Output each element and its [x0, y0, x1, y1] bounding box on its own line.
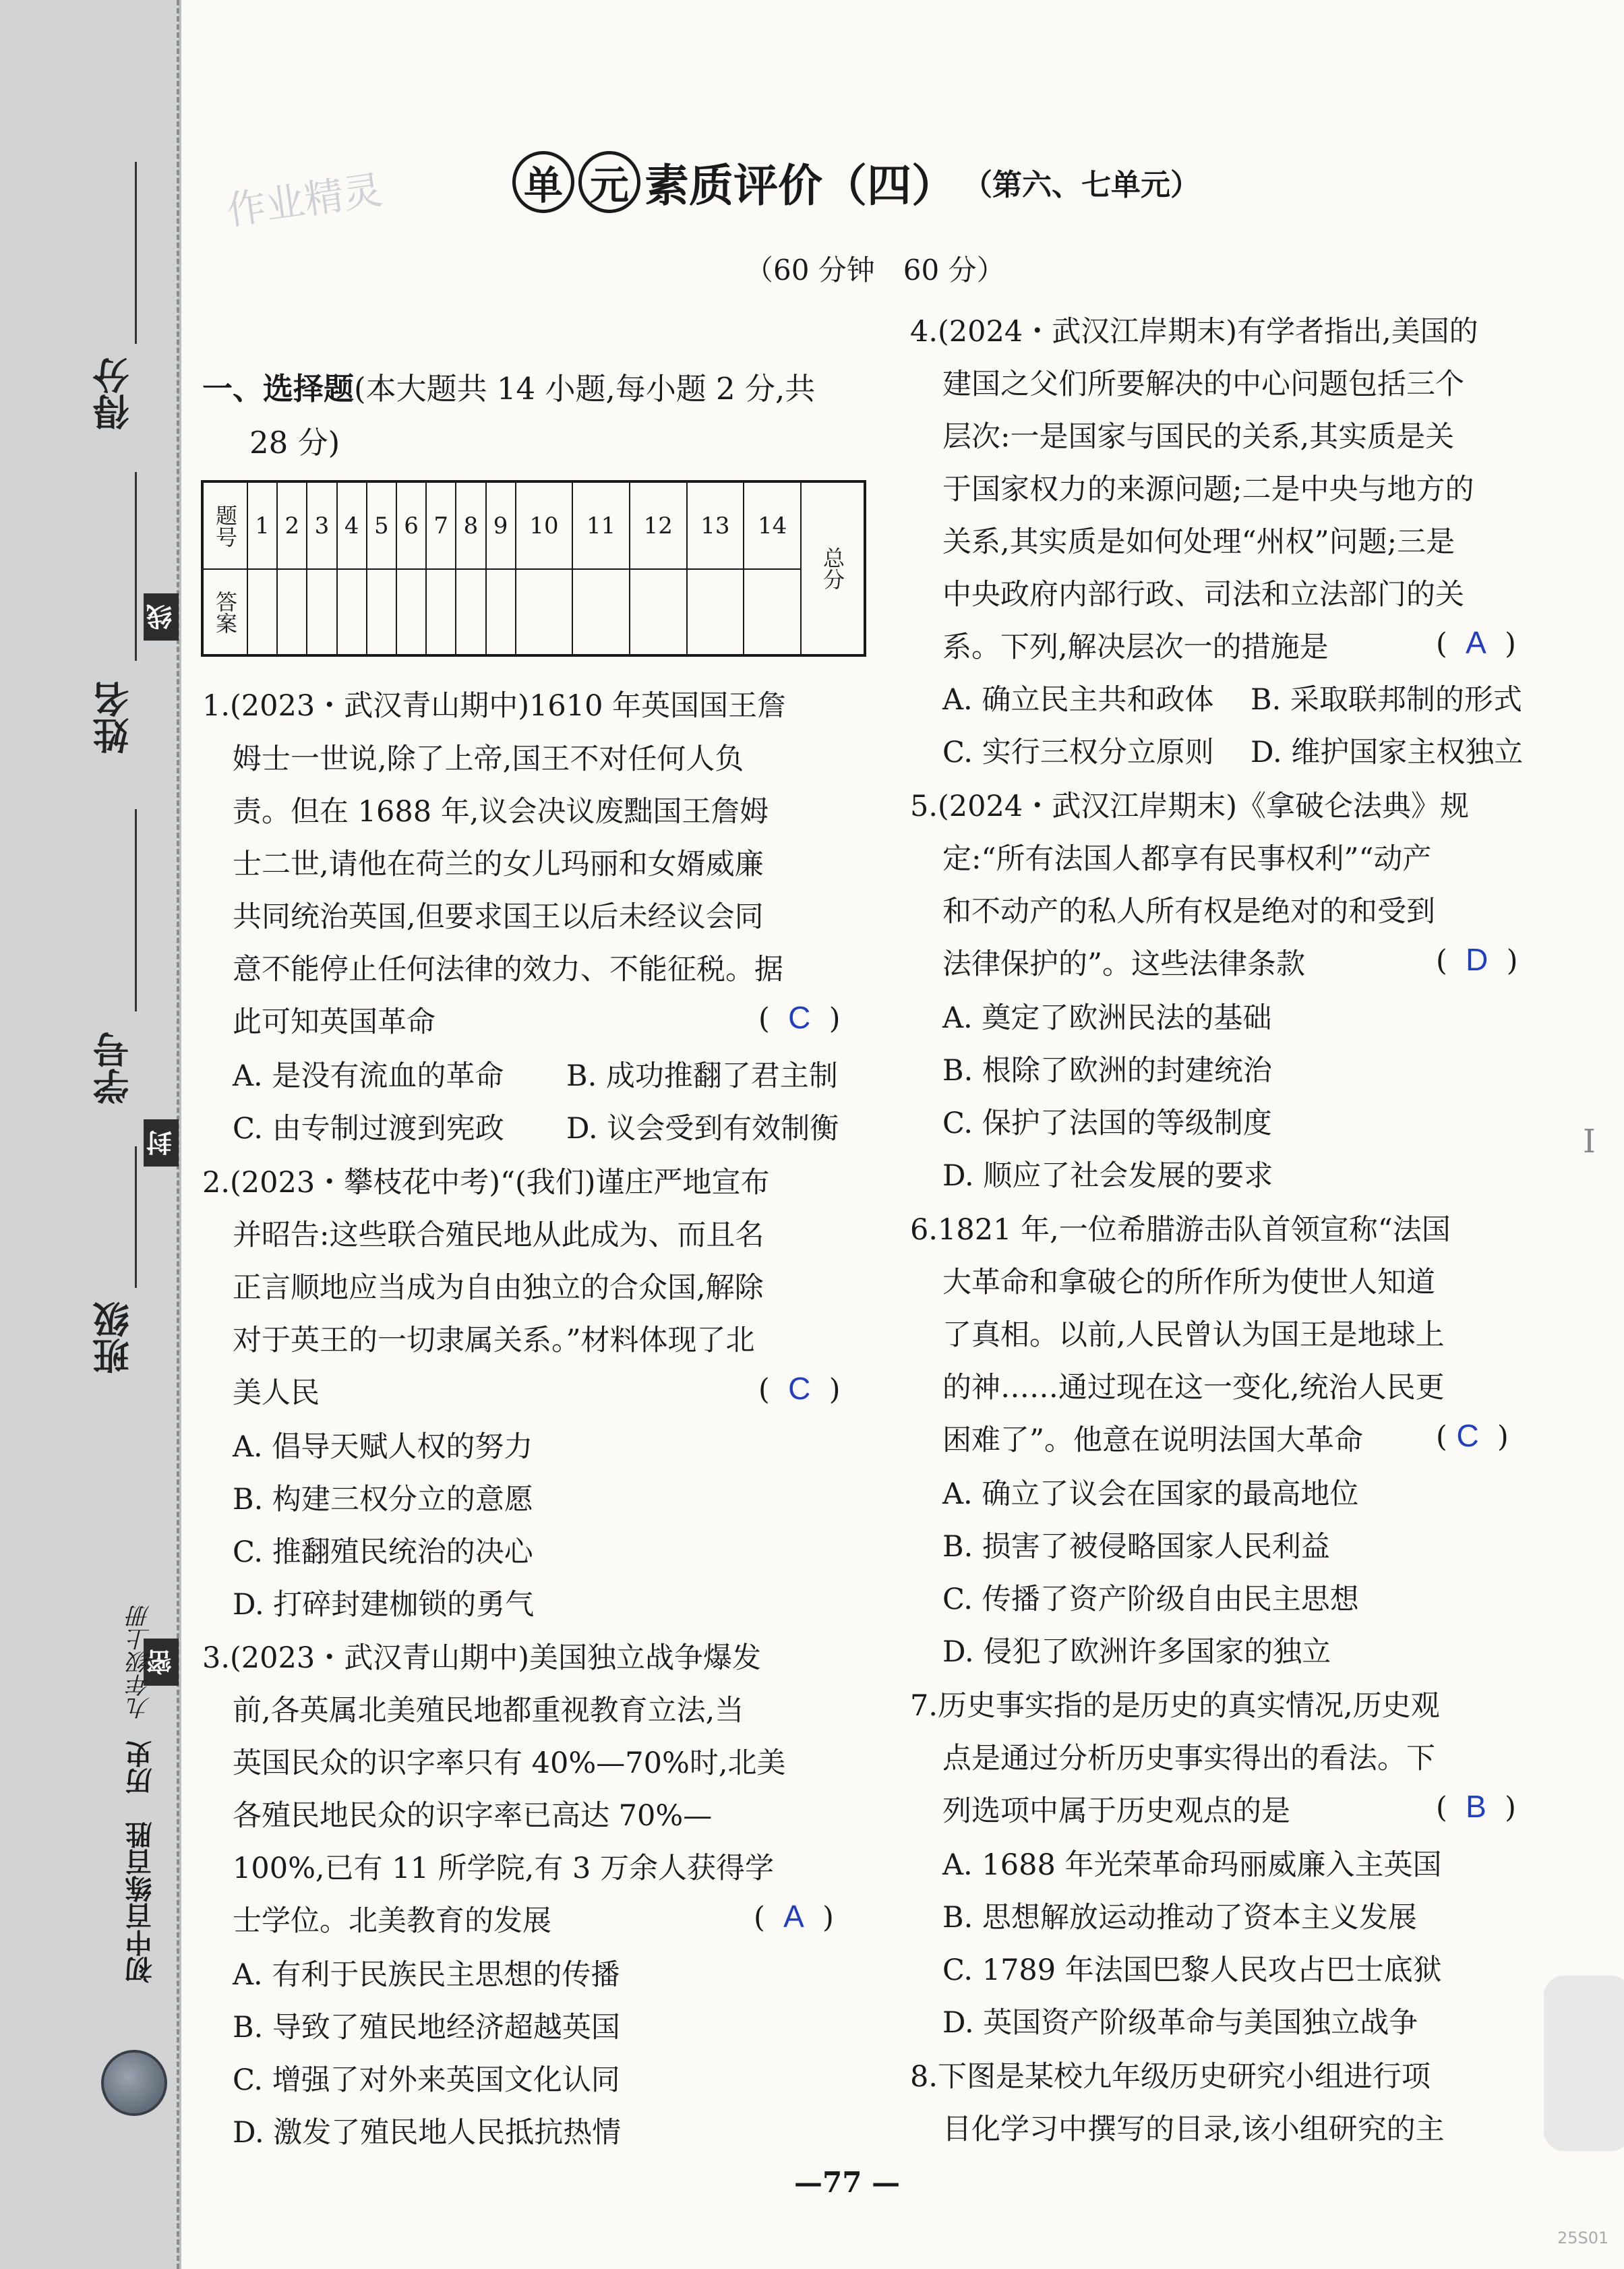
q6-option: A. 确立了议会在国家的最高地位	[942, 1477, 1359, 1511]
title-circle-1: 单	[512, 151, 574, 213]
q1-line: 意不能停止任何法律的效力、不能征税。据	[233, 953, 783, 986]
q3-answer: ( A )	[754, 1899, 834, 1935]
q8-line: 目化学习中撰写的目录,该小组研究的主	[942, 2113, 1445, 2146]
q2-option: B. 构建三权分立的意愿	[233, 1483, 533, 1516]
q6-option: B. 损害了被侵略国家人民利益	[942, 1530, 1330, 1564]
num-cell: 11	[572, 481, 630, 569]
q4-line: 层次:一是国家与国民的关系,其实质是关	[942, 420, 1455, 454]
corner-stamp	[1544, 1976, 1624, 2151]
num-cell: 3	[307, 481, 336, 569]
q4-option: A. 确立民主共和政体	[942, 683, 1214, 717]
title-main: 素质评价（四）	[644, 160, 956, 212]
q3-option: A. 有利于民族民主思想的传播	[233, 1958, 620, 1992]
q5-line: 定:“所有法国人都享有民事权利”“动产	[942, 842, 1432, 876]
section-heading-cont: 28 分)	[249, 425, 340, 461]
num-cell: 13	[687, 481, 744, 569]
q1-line: 1.(2023・武汉青山期中)1610 年英国国王詹	[202, 689, 787, 723]
section-heading	[202, 364, 815, 408]
answer-cell[interactable]	[396, 569, 426, 655]
corner-code: 25S01	[1557, 2229, 1609, 2247]
q2-answer: ( C )	[758, 1371, 841, 1407]
section-heading-rest: (本大题共 14 小题,每小题 2 分,共	[354, 371, 816, 407]
q6-line: 困难了”。他意在说明法国大革命	[942, 1423, 1363, 1457]
answer-cell[interactable]	[744, 569, 801, 655]
q5-option: A. 奠定了欧洲民法的基础	[942, 1001, 1272, 1035]
title-circle-2: 元	[578, 151, 640, 213]
q4-line: 建国之父们所要解决的中心问题包括三个	[942, 367, 1464, 401]
side-mark: I	[1583, 1123, 1596, 1160]
id-label: 学号	[92, 1032, 135, 1104]
num-cell: 2	[277, 481, 307, 569]
q4-answer-letter: A	[1466, 625, 1486, 660]
q4-line: 中央政府内部行政、司法和立法部门的关	[942, 578, 1464, 612]
answer-table	[201, 480, 866, 657]
q1-option: D. 议会受到有效制衡	[566, 1112, 839, 1146]
id-line	[135, 809, 137, 1011]
q7-option: A. 1688 年光荣革命玛丽威廉入主英国	[942, 1848, 1442, 1882]
answer-cell[interactable]	[367, 569, 396, 655]
answer-cell[interactable]	[426, 569, 456, 655]
q3-line: 英国民众的识字率只有 40%—70%时,北美	[233, 1746, 786, 1780]
row-head-number: 题号	[202, 481, 247, 569]
name-label: 姓名	[92, 681, 135, 754]
q3-line: 3.(2023・武汉青山期中)美国独立战争爆发	[202, 1641, 762, 1675]
num-cell: 12	[630, 481, 687, 569]
answer-cell[interactable]	[456, 569, 485, 655]
q4-line: 于国家权力的来源问题;二是中央与地方的	[942, 473, 1474, 506]
watermark: 作业精灵	[224, 167, 386, 234]
q7-option: D. 英国资产阶级革命与美国独立战争	[942, 2006, 1418, 2040]
q3-line: 前,各英属北美殖民地都重视教育立法,当	[233, 1694, 744, 1728]
q3-line: 100%,已有 11 所学院,有 3 万余人获得学	[233, 1852, 775, 1885]
answer-cell[interactable]	[486, 569, 516, 655]
num-cell: 1	[247, 481, 277, 569]
q4-line: 4.(2024・武汉江岸期末)有学者指出,美国的	[910, 315, 1478, 349]
q1-option: B. 成功推翻了君主制	[566, 1059, 838, 1093]
q7-line: 列选项中属于历史观点的是	[942, 1794, 1290, 1828]
q3-line: 士学位。北美教育的发展	[233, 1904, 551, 1938]
q4-option: B. 采取联邦制的形式	[1251, 683, 1522, 717]
q7-line: 7.历史事实指的是历史的真实情况,历史观	[910, 1689, 1440, 1723]
q2-line: 美人民	[233, 1376, 320, 1410]
q5-line: 和不动产的私人所有权是绝对的和受到	[942, 895, 1435, 929]
publisher-logo-icon	[101, 2050, 167, 2116]
q5-option: B. 根除了欧洲的封建统治	[942, 1054, 1272, 1088]
book-title: 初中百练百胜 历史	[125, 1740, 156, 1984]
q1-line: 责。但在 1688 年,议会决议废黜国王詹姆	[233, 795, 769, 829]
q3-option: D. 激发了殖民地人民抵抗热情	[233, 2116, 622, 2150]
class-label: 班级	[92, 1301, 135, 1374]
q7-option: C. 1789 年法国巴黎人民攻占巴士底狱	[942, 1953, 1442, 1987]
class-line	[135, 1146, 137, 1288]
q6-option: C. 传播了资产阶级自由民主思想	[942, 1583, 1359, 1616]
section-heading-bold: 一、选择题	[202, 371, 355, 407]
q4-option: D. 维护国家主权独立	[1251, 736, 1524, 769]
answer-cell[interactable]	[687, 569, 744, 655]
q2-option: A. 倡导天赋人权的努力	[233, 1430, 533, 1464]
q1-answer-letter: C	[788, 1000, 811, 1035]
q5-option: C. 保护了法国的等级制度	[942, 1107, 1272, 1140]
title-sub: （第六、七单元）	[963, 167, 1200, 202]
answer-table-answer-row	[202, 569, 865, 655]
name-line	[135, 472, 137, 661]
q6-line: 了真相。以前,人民曾认为国王是地球上	[942, 1318, 1445, 1352]
q1-answer: ( C )	[758, 1000, 841, 1036]
q4-line: 关系,其实质是如何处理“州权”问题;三是	[942, 525, 1455, 559]
q2-line: 2.(2023・攀枝花中考)“(我们)谨庄严地宣布	[202, 1166, 770, 1200]
q6-answer: ( C )	[1436, 1418, 1509, 1454]
q3-line: 各殖民地民众的识字率已高达 70%—	[233, 1799, 713, 1833]
num-cell: 7	[426, 481, 456, 569]
time-score: （60 分钟 60 分）	[745, 254, 1005, 287]
q6-line: 6.1821 年,一位希腊游击队首领宣称“法国	[910, 1213, 1451, 1247]
q3-option: B. 导致了殖民地经济超越英国	[233, 2011, 620, 2044]
q3-option: C. 增强了对外来英国文化认同	[233, 2063, 620, 2097]
q7-option: B. 思想解放运动推动了资本主义发展	[942, 1901, 1417, 1935]
q5-line: 5.(2024・武汉江岸期末)《拿破仑法典》规	[910, 790, 1470, 823]
q1-line: 共同统治英国,但要求国王以后未经议会同	[233, 900, 764, 934]
q4-option: C. 实行三权分立原则	[942, 736, 1214, 769]
q5-line: 法律保护的”。这些法律条款	[942, 947, 1305, 981]
q1-line: 士二世,请他在荷兰的女儿玛丽和女婿威廉	[233, 848, 764, 881]
q7-answer-letter: B	[1466, 1789, 1486, 1824]
num-cell: 4	[337, 481, 367, 569]
answer-cell[interactable]	[277, 569, 307, 655]
num-cell: 5	[367, 481, 396, 569]
score-label: 得分	[92, 357, 135, 430]
q2-answer-letter: C	[788, 1371, 811, 1406]
q5-answer-letter: D	[1466, 942, 1488, 977]
q5-option: D. 顺应了社会发展的要求	[942, 1159, 1273, 1193]
q5-answer: ( D )	[1436, 942, 1518, 978]
q2-option: C. 推翻殖民统治的决心	[233, 1535, 533, 1569]
q1-option: C. 由专制过渡到宪政	[233, 1112, 504, 1146]
book-label	[121, 1605, 160, 1984]
score-line	[135, 162, 137, 344]
q4-answer: ( A )	[1436, 625, 1516, 661]
seal-seal-mark: 封	[144, 1119, 179, 1167]
num-cell: 6	[396, 481, 426, 569]
total-cell: 总分	[801, 481, 865, 655]
num-cell: 14	[744, 481, 801, 569]
page-title	[512, 150, 1200, 214]
answer-cell[interactable]	[630, 569, 687, 655]
row-head-answer: 答案	[202, 569, 247, 655]
q8-line: 8.下图是某校九年级历史研究小组进行项	[910, 2060, 1431, 2094]
q2-line: 正言顺地应当成为自由独立的合众国,解除	[233, 1271, 764, 1305]
book-grade: 九年级上册	[127, 1605, 154, 1719]
answer-cell[interactable]	[572, 569, 630, 655]
q7-answer: ( B )	[1436, 1789, 1516, 1825]
num-cell: 8	[456, 481, 485, 569]
answer-table-number-row	[202, 481, 865, 569]
q7-line: 点是通过分析历史事实得出的看法。下	[942, 1742, 1435, 1775]
q6-option: D. 侵犯了欧洲许多国家的独立	[942, 1635, 1331, 1669]
num-cell: 10	[516, 481, 573, 569]
q2-line: 对于英王的一切隶属关系。”材料体现了北	[233, 1324, 755, 1357]
num-cell: 9	[486, 481, 516, 569]
q6-answer-letter: C	[1456, 1418, 1479, 1453]
q4-line: 系。下列,解决层次一的措施是	[942, 630, 1329, 664]
page-number: —77 —	[794, 2166, 901, 2199]
q3-answer-letter: A	[783, 1899, 804, 1934]
answer-cell[interactable]	[307, 569, 336, 655]
q6-line: 大革命和拿破仑的所作所为使世人知道	[942, 1266, 1435, 1299]
q6-line: 的神……通过现在这一变化,统治人民更	[942, 1371, 1445, 1405]
answer-cell[interactable]	[337, 569, 367, 655]
seal-dense-mark: 密	[144, 1639, 179, 1686]
q2-option: D. 打碎封建枷锁的勇气	[233, 1588, 535, 1622]
q1-line: 姆士一世说,除了上帝,国王不对任何人负	[233, 742, 744, 776]
answer-cell[interactable]	[516, 569, 573, 655]
answer-cell[interactable]	[247, 569, 277, 655]
seal-line-mark: 线	[144, 593, 179, 641]
q1-line: 此可知英国革命	[233, 1005, 435, 1039]
q1-option: A. 是没有流血的革命	[233, 1059, 504, 1093]
q2-line: 并昭告:这些联合殖民地从此成为、而且名	[233, 1218, 764, 1252]
